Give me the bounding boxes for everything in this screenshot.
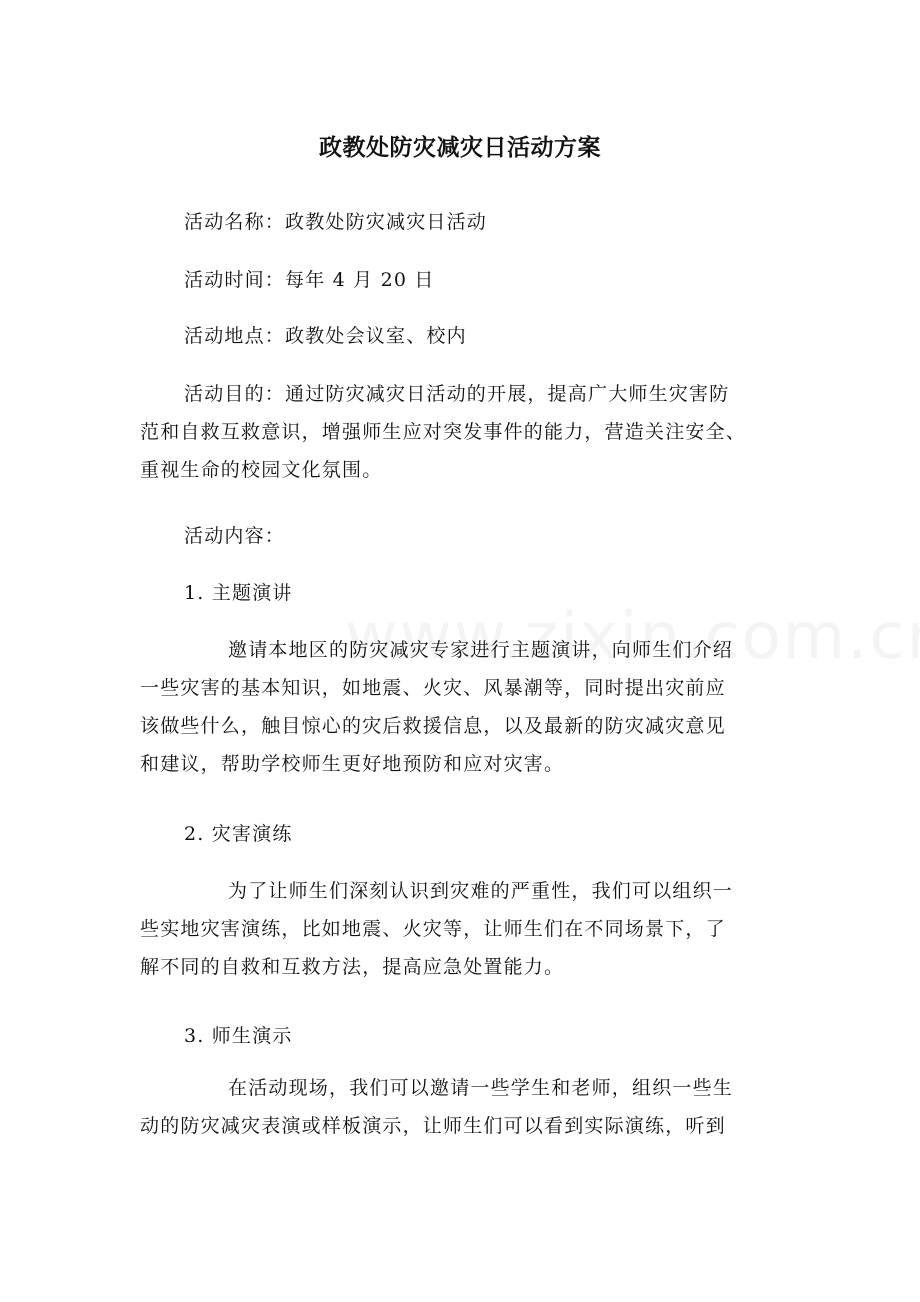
item-1-line: 邀请本地区的防灾减灾专家进行主题演讲，向师生们介绍 — [228, 639, 734, 661]
item-3-line: 动的防灾减灾表演或样板演示，让师生们可以看到实际演练，听到 — [140, 1115, 726, 1137]
item-3-heading: 3. 师生演示 — [184, 1025, 293, 1047]
purpose-line: 范和自救互救意识，增强师生应对突发事件的能力，营造关注安全、 — [140, 421, 747, 443]
item-3-line: 在活动现场，我们可以邀请一些学生和老师，组织一些生 — [228, 1077, 734, 1099]
purpose-paragraph — [140, 379, 800, 493]
item-1-paragraph — [140, 635, 800, 787]
document-title: 政教处防灾减灾日活动方案 — [319, 135, 601, 161]
activity-time-line: 活动时间：每年 4 月 20 日 — [184, 269, 435, 291]
item-1-heading: 1. 主题演讲 — [184, 582, 293, 604]
item-1-line: 和建议，帮助学校师生更好地预防和应对灾害。 — [140, 753, 565, 775]
content-heading: 活动内容： — [184, 525, 286, 547]
item-2-line: 解不同的自救和互救方法，提高应急处置能力。 — [140, 956, 565, 978]
activity-place-line: 活动地点：政教处会议室、校内 — [184, 325, 467, 347]
item-2-line: 为了让师生们深刻认识到灾难的严重性，我们可以组织一 — [228, 880, 734, 902]
item-2-line: 些实地灾害演练，比如地震、火灾等，让师生们在不同场景下，了 — [140, 918, 726, 940]
purpose-line: 活动目的：通过防灾减灾日活动的开展，提高广大师生灾害防 — [184, 383, 730, 405]
item-2-heading: 2. 灾害演练 — [184, 823, 293, 845]
item-1-line: 该做些什么，触目惊心的灾后救援信息，以及最新的防灾减灾意见 — [140, 715, 726, 737]
item-3-paragraph — [140, 1073, 800, 1149]
item-2-paragraph — [140, 876, 800, 990]
activity-name-line: 活动名称：政教处防灾减灾日活动 — [184, 211, 488, 233]
purpose-line: 重视生命的校园文化氛围。 — [140, 459, 383, 481]
item-1-line: 一些灾害的基本知识，如地震、火灾、风暴潮等，同时提出灾前应 — [140, 677, 726, 699]
